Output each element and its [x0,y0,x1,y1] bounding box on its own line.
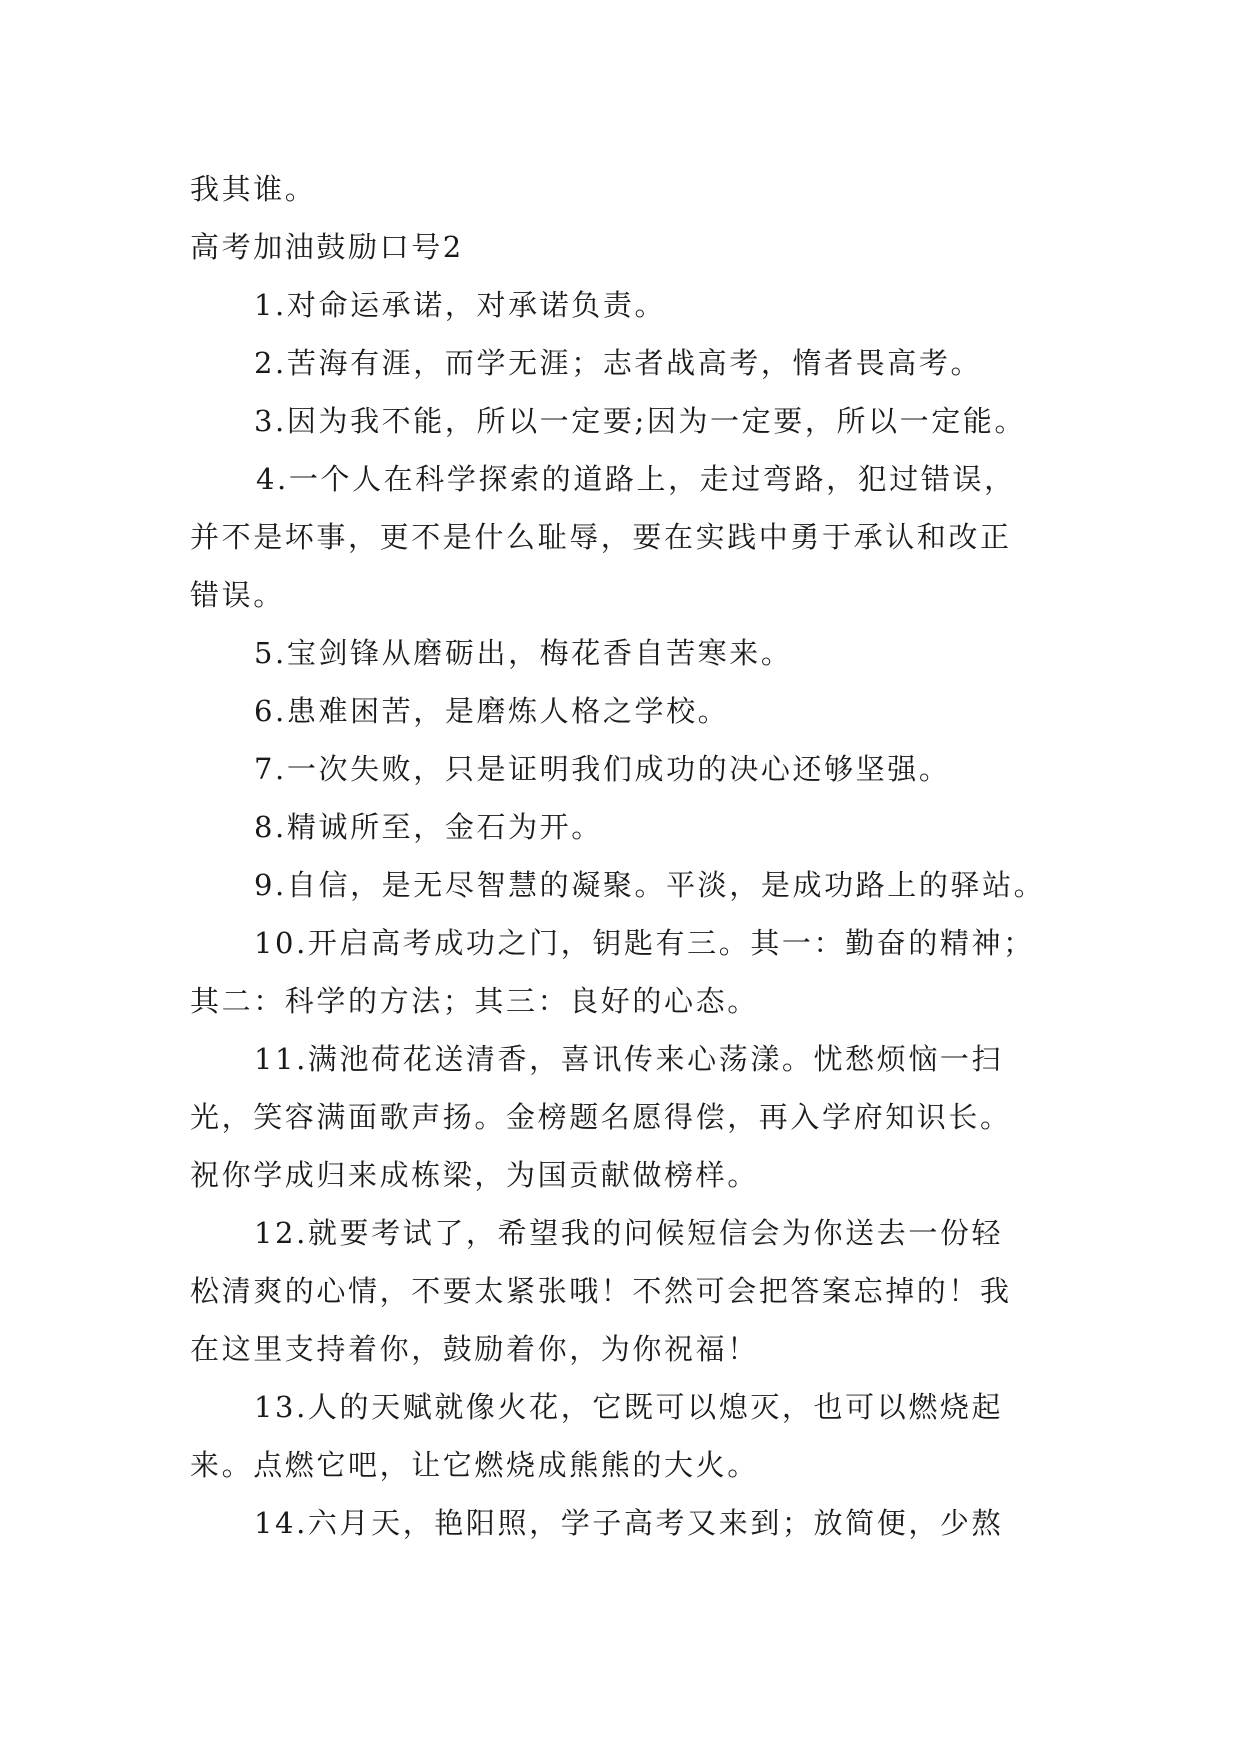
slogan-item-11-line-3: 祝你学成归来成栋梁，为国贡献做榜样。 [190,1158,759,1192]
slogan-item-5: 5.宝剑锋从磨砺出，梅花香自苦寒来。 [254,636,793,670]
slogan-item-11-line-1: 11.满池荷花送清香，喜讯传来心荡漾。忧愁烦恼一扫 [254,1042,1004,1076]
slogan-item-12-line-3: 在这里支持着你，鼓励着你，为你祝福！ [190,1332,759,1366]
document-body [190,160,1065,1552]
slogan-item-1: 1.对命运承诺，对承诺负责。 [254,288,667,322]
slogan-item-11-line-2: 光，笑容满面歌声扬。金榜题名愿得偿，再入学府知识长。 [190,1100,1012,1134]
slogan-item-6: 6.患难困苦，是磨炼人格之学校。 [254,694,730,728]
slogan-item-4-line-3: 错误。 [190,578,285,612]
slogan-item-9: 9.自信，是无尽智慧的凝聚。平淡，是成功路上的驿站。 [254,868,1046,902]
slogan-item-8: 8.精诚所至，金石为开。 [254,810,603,844]
slogan-item-4-line-1: 4.一个人在科学探索的道路上，走过弯路，犯过错误， [256,462,1016,496]
slogan-item-2: 2.苦海有涯，而学无涯；志者战高考，惰者畏高考。 [254,346,983,380]
slogan-item-13-line-1: 13.人的天赋就像火花，它既可以熄灭，也可以燃烧起 [254,1390,1004,1424]
section-heading: 高考加油鼓励口号2 [190,230,464,264]
slogan-item-12-line-2: 松清爽的心情，不要太紧张哦！不然可会把答案忘掉的！我 [190,1274,1012,1308]
slogan-item-14-line-1: 14.六月天，艳阳照，学子高考又来到；放简便，少熬 [254,1506,1004,1540]
slogan-item-10-line-2: 其二：科学的方法；其三：良好的心态。 [190,984,759,1018]
slogan-item-4-line-2: 并不是坏事，更不是什么耻辱，要在实践中勇于承认和改正 [190,520,1012,554]
slogan-item-7: 7.一次失败，只是证明我们成功的决心还够坚强。 [254,752,951,786]
text-line-continuation: 我其谁。 [190,172,317,206]
slogan-item-13-line-2: 来。点燃它吧，让它燃烧成熊熊的大火。 [190,1448,759,1482]
slogan-item-3: 3.因为我不能，所以一定要;因为一定要，所以一定能。 [254,404,1027,438]
slogan-item-12-line-1: 12.就要考试了，希望我的问候短信会为你送去一份轻 [254,1216,1004,1250]
slogan-item-10-line-1: 10.开启高考成功之门，钥匙有三。其一：勤奋的精神； [254,926,1035,960]
